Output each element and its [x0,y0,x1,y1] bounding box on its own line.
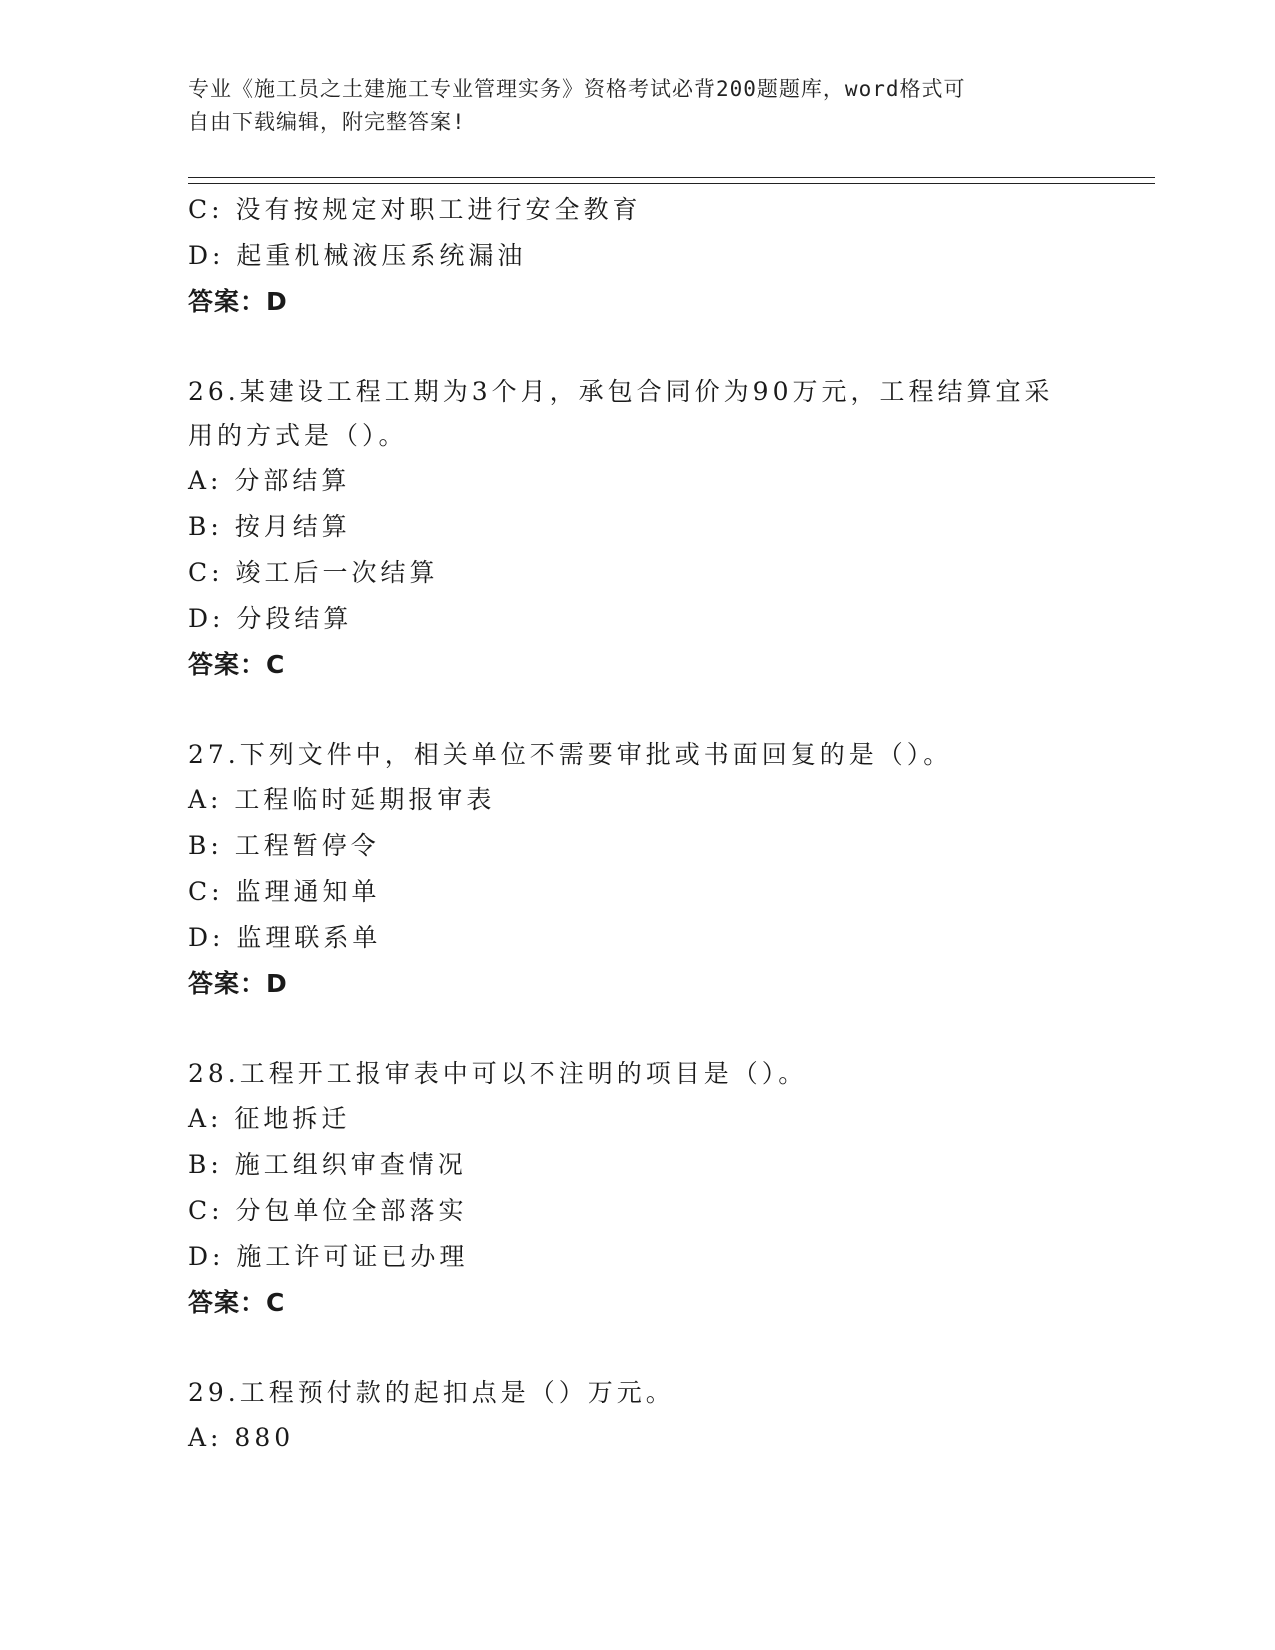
option-a: A: 分部结算 [188,466,351,495]
question-stem: 28.工程开工报审表中可以不注明的项目是（）。 [188,1059,808,1088]
option-a: A: 880 [188,1423,295,1452]
option-c: C: 竣工后一次结算 [188,558,439,587]
question-list [188,187,1068,1461]
option-c: C: 没有按规定对职工进行安全教育 [188,195,642,224]
spacer [188,688,1068,733]
option-a: A: 工程临时延期报审表 [188,785,496,814]
question-stem: 27.下列文件中，相关单位不需要审批或书面回复的是（）。 [188,740,953,769]
question-25-tail [188,187,1068,325]
question-stem: 29.工程预付款的起扣点是（）万元。 [188,1378,675,1407]
question-29 [188,1371,1068,1461]
question-stem-continued: 用的方式是（）。 [188,421,408,450]
question-27 [188,733,1068,1007]
answer-line: 答案：D [188,287,288,316]
option-d: D: 监理联系单 [188,923,382,952]
option-a: A: 征地拆迁 [188,1104,351,1133]
option-d: D: 分段结算 [188,604,353,633]
question-28 [188,1052,1068,1326]
document-header [188,73,1088,139]
option-d: D: 起重机械液压系统漏油 [188,241,527,270]
answer-line: 答案：C [188,1288,286,1317]
option-c: C: 监理通知单 [188,877,381,906]
question-stem: 26.某建设工程工期为3个月，承包合同价为90万元，工程结算宜采 [188,377,1054,406]
option-b: B: 按月结算 [188,512,351,541]
answer-line: 答案：C [188,650,286,679]
question-26 [188,370,1068,688]
header-line-1: 专业《施工员之土建施工专业管理实务》资格考试必背200题题库，word格式可 [188,77,966,101]
header-double-rule [188,177,1155,184]
option-b: B: 工程暂停令 [188,831,380,860]
option-b: B: 施工组织审查情况 [188,1150,467,1179]
option-d: D: 施工许可证已办理 [188,1242,469,1271]
spacer [188,1007,1068,1052]
option-c: C: 分包单位全部落实 [188,1196,468,1225]
spacer [188,325,1068,370]
header-line-2: 自由下载编辑，附完整答案! [188,110,466,134]
answer-line: 答案：D [188,969,288,998]
spacer [188,1326,1068,1371]
